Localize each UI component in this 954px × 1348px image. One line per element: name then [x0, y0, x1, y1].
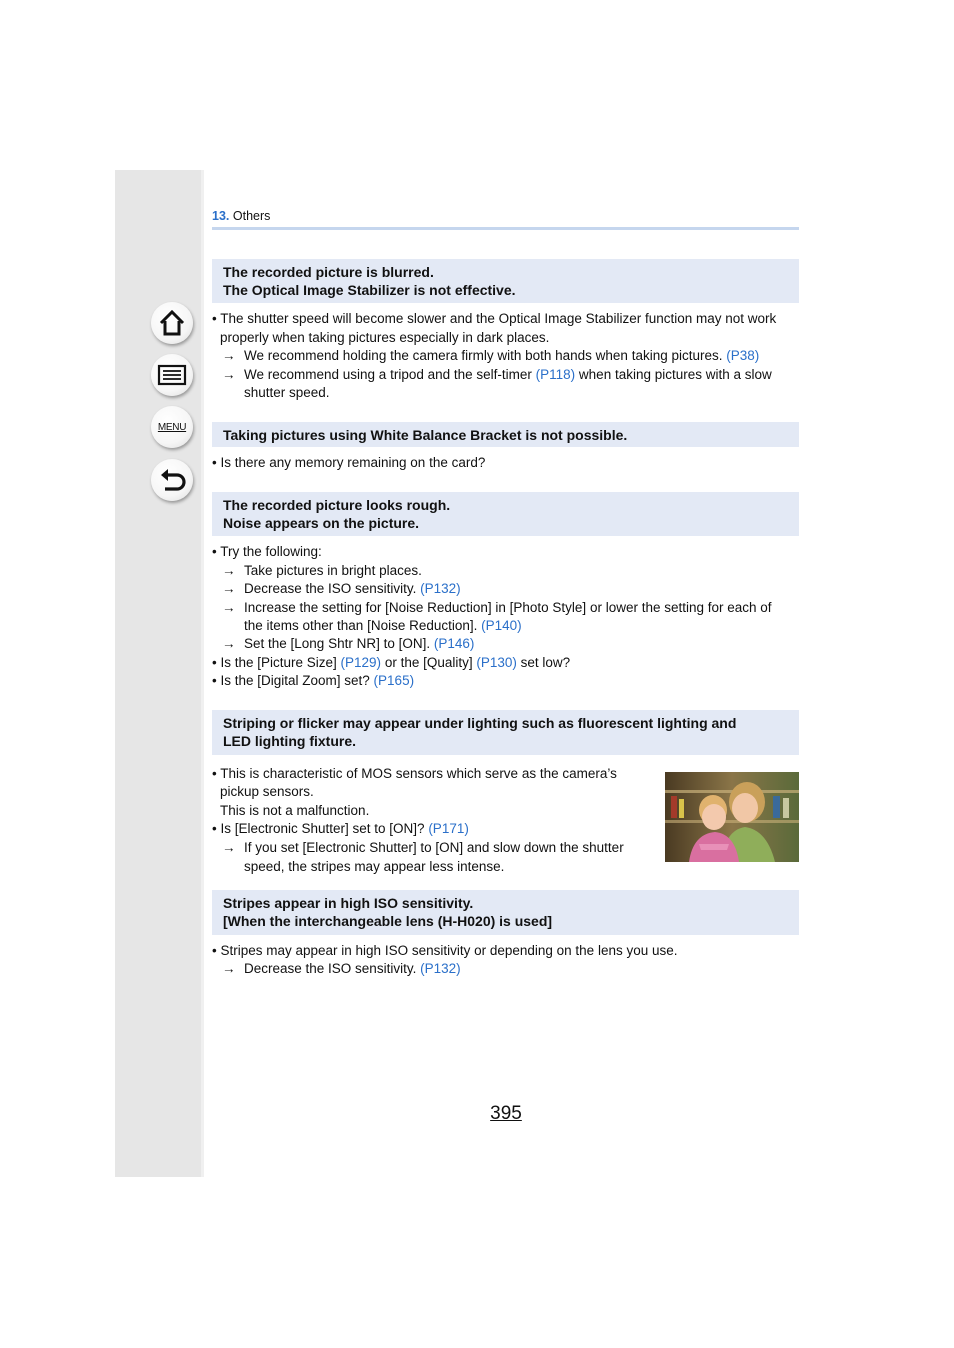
section-title-line: Taking pictures using White Balance Bracket is not possible.	[223, 427, 628, 443]
text-line: Increase the setting for [Noise Reduction] in [Photo Style] or lower the setting for each of	[244, 600, 772, 615]
photo-illustration	[665, 772, 799, 862]
section-title-line: The recorded picture is blurred.	[223, 264, 434, 280]
text: • Is [Electronic Shutter] set to [ON]?	[212, 821, 429, 836]
text-line	[212, 654, 570, 672]
back-button[interactable]	[151, 459, 193, 501]
menu-button[interactable]	[151, 406, 193, 448]
page-link[interactable]: (P129)	[340, 655, 382, 670]
text: when taking pictures with a slow	[575, 367, 772, 382]
arrow-symbol: →	[222, 961, 236, 976]
page-link[interactable]: (P132)	[420, 581, 461, 596]
text-line	[244, 347, 759, 365]
page-link[interactable]: (P146)	[433, 636, 475, 651]
section-title-striping	[212, 710, 799, 755]
back-icon	[157, 465, 187, 495]
text: Decrease the ISO sensitivity.	[244, 581, 421, 596]
contents-button[interactable]	[151, 354, 193, 396]
text-line: • Try the following:	[212, 544, 322, 559]
arrow-symbol: →	[222, 348, 236, 363]
page-link[interactable]: (P132)	[420, 961, 461, 976]
chapter-title: Others	[232, 209, 271, 223]
text-line: • This is characteristic of MOS sensors which serve as the camera’s	[212, 766, 617, 781]
text-line: pickup sensors.	[220, 784, 314, 799]
text: or the [Quality]	[381, 655, 477, 670]
text: • Is the [Digital Zoom] set?	[212, 673, 374, 688]
example-photo	[665, 772, 799, 862]
page-link[interactable]: (P130)	[476, 655, 517, 670]
text-line: If you set [Electronic Shutter] to [ON] and slow down the shutter	[244, 840, 624, 855]
section-title-rough	[212, 492, 799, 536]
text: Decrease the ISO sensitivity.	[244, 961, 421, 976]
list-icon	[157, 360, 187, 390]
arrow-symbol: →	[222, 581, 236, 596]
text-line	[244, 366, 772, 384]
text-line: • Is there any memory remaining on the card?	[212, 455, 486, 470]
page-link[interactable]: (P38)	[726, 348, 760, 363]
page-link[interactable]: (P171)	[428, 821, 469, 836]
section-title-line: The recorded picture looks rough.	[223, 497, 451, 513]
text-line	[244, 617, 522, 635]
section-title-line: Striping or flicker may appear under lighting such as fluorescent lighting and	[223, 715, 737, 731]
text: Set the [Long Shtr NR] to [ON].	[244, 636, 434, 651]
page-link[interactable]: (P118)	[535, 367, 576, 382]
text-line: properly when taking pictures especially in dark places.	[220, 330, 550, 345]
text: set low?	[516, 655, 571, 670]
chapter-number: 13.	[212, 209, 230, 223]
arrow-symbol: →	[222, 636, 236, 651]
arrow-symbol: →	[222, 840, 236, 855]
header-rule	[212, 227, 799, 230]
text-line	[244, 635, 474, 653]
section-title-line: Stripes appear in high ISO sensitivity.	[223, 895, 474, 911]
page-number: 395	[490, 1103, 522, 1124]
page-link[interactable]: (P165)	[373, 673, 415, 688]
text-line: • The shutter speed will become slower and the Optical Image Stabilizer function may not work	[212, 311, 777, 326]
arrow-symbol: →	[222, 600, 236, 615]
home-button[interactable]	[151, 302, 193, 344]
text-line: This is not a malfunction.	[220, 803, 370, 818]
text-line	[244, 960, 461, 978]
chapter-header	[212, 209, 799, 223]
section-title-blurred	[212, 259, 799, 303]
text-line: shutter speed.	[244, 385, 330, 400]
section-title-white-balance	[212, 422, 799, 447]
text: • Is the [Picture Size]	[212, 655, 341, 670]
text: We recommend using a tripod and the self-timer	[244, 367, 536, 382]
section-title-line: The Optical Image Stabilizer is not effective.	[223, 282, 516, 298]
text: We recommend holding the camera firmly with both hands when taking pictures.	[244, 348, 727, 363]
section-title-iso-stripes	[212, 890, 799, 935]
text-line	[212, 672, 414, 690]
arrow-symbol: →	[222, 563, 236, 578]
text-line: • Stripes may appear in high ISO sensitivity or depending on the lens you use.	[212, 943, 678, 958]
section-title-line: LED lighting fixture.	[223, 733, 356, 749]
menu-label: MENU	[157, 421, 187, 433]
arrow-symbol: →	[222, 367, 236, 382]
page-link[interactable]: (P140)	[481, 618, 522, 633]
section-title-line: Noise appears on the picture.	[223, 515, 420, 531]
text-line: Take pictures in bright places.	[244, 563, 422, 578]
home-icon	[157, 308, 187, 338]
section-title-line: [When the interchangeable lens (H-H020) is used]	[223, 913, 553, 929]
text: the items other than [Noise Reduction].	[244, 618, 482, 633]
text-line	[212, 820, 469, 838]
text-line	[244, 580, 461, 598]
text-line: speed, the stripes may appear less intense.	[244, 859, 505, 874]
sidebar-edge	[201, 170, 204, 1177]
